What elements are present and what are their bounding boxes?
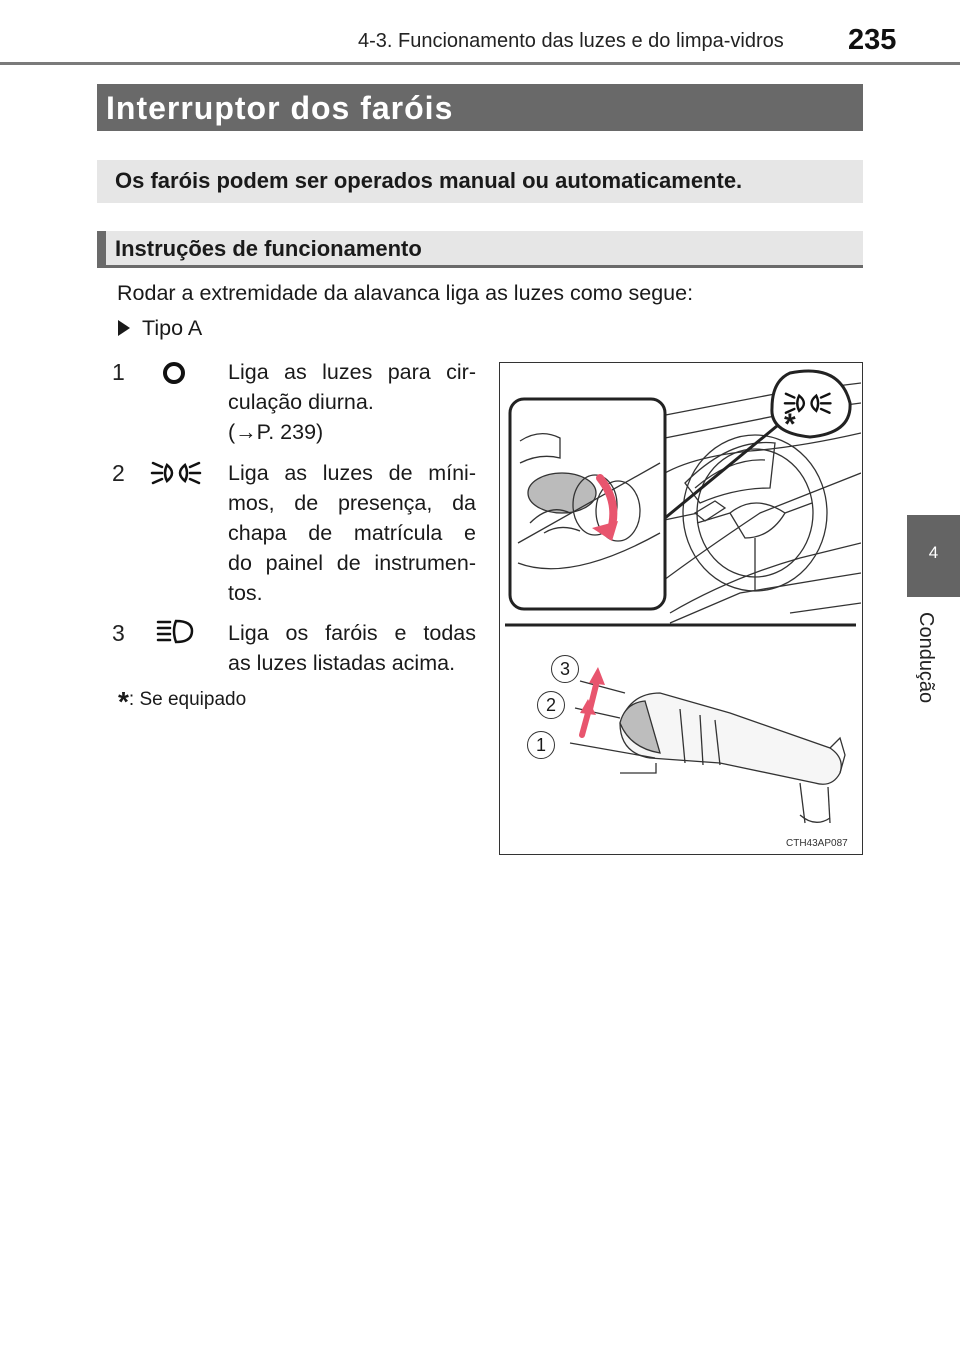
type-label: Tipo A: [142, 316, 203, 340]
headlight-icon: [154, 617, 198, 647]
tail-light-icon: [150, 458, 202, 488]
headlight-switch-illustration: [499, 362, 863, 855]
item-number: 1: [112, 359, 125, 385]
item-line: as luzes listadas acima.: [228, 651, 456, 675]
item-number: 2: [112, 460, 125, 486]
illustration-drawing: [500, 363, 861, 853]
item-line: (→P. 239): [228, 420, 324, 444]
item-line: Liga os faróis e todas: [228, 621, 476, 645]
lead-paragraph: Rodar a extremidade da alavanca liga as luzes como segue:: [117, 281, 694, 305]
item-line: mos, de presença, da: [228, 491, 476, 515]
bullet-arrow-icon: [118, 320, 130, 336]
figure-asterisk: *: [784, 408, 796, 441]
item-number: 3: [112, 620, 125, 646]
figure-callout: 1: [527, 731, 555, 759]
item-description: [228, 357, 476, 447]
intro-text: Os faróis podem ser operados manual ou automaticamente.: [115, 168, 743, 193]
header-section-title: 4-3. Funcionamento das luzes e do limpa-vidros: [358, 30, 784, 52]
footnote-text: : Se equipado: [128, 689, 247, 710]
page-number: 235: [848, 24, 897, 56]
item-line: chapa de matrícula e: [228, 521, 476, 545]
item-description: [228, 458, 476, 608]
header-divider: [0, 62, 960, 65]
drl-ring-icon: [160, 360, 188, 386]
subsection-accent: [97, 231, 106, 268]
figure-callout: 3: [551, 655, 579, 683]
item-line: do painel de instrumen-: [228, 551, 476, 575]
item-line: tos.: [228, 581, 263, 605]
subsection-underline: [97, 265, 863, 268]
subsection-title: Instruções de funcionamento: [115, 236, 422, 261]
item-line: Liga as luzes para cir-: [228, 360, 476, 384]
figure-callout: 2: [537, 691, 565, 719]
item-description: [228, 618, 476, 678]
item-line: Liga as luzes de míni-: [228, 461, 476, 485]
footnote: [118, 686, 246, 718]
figure-code: CTH43AP087: [786, 838, 848, 849]
item-line: culação diurna.: [228, 390, 374, 414]
chapter-tab-number: 4: [928, 543, 939, 562]
footnote-star: *: [118, 686, 129, 717]
page-title: Interruptor dos faróis: [106, 90, 454, 126]
chapter-tab-label: Condução: [915, 612, 937, 704]
